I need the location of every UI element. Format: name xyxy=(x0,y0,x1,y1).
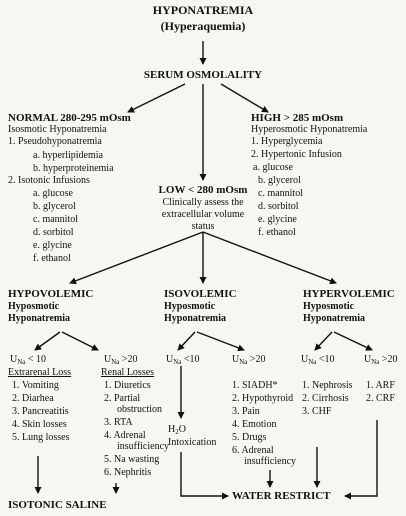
normal-item: b. hyperproteinemia xyxy=(33,163,114,174)
diagram-title: HYPONATREMIA xyxy=(152,3,254,17)
normal-item: c. mannitol xyxy=(33,214,78,225)
renal-item: 4. Adrenal xyxy=(104,430,146,441)
renal-heading: Renal Losses xyxy=(101,367,155,378)
normal-item: 2. Isotonic Infusions xyxy=(8,175,90,186)
hypovolemic-line: Hyponatremia xyxy=(8,313,71,324)
una-label-hypo-low: $U_{Na} < 10$ xyxy=(10,354,47,366)
low-line: status xyxy=(191,221,215,232)
high-item: c. mannitol xyxy=(258,188,303,199)
arrow-h2o-to-water xyxy=(181,452,228,496)
intoxication-label: Intoxication xyxy=(168,437,217,448)
normal-item: a. glucose xyxy=(33,188,73,199)
una-label-hypo-high: $U_{Na} >20$ xyxy=(104,354,138,366)
diagram-subtitle: (Hyperaquemia) xyxy=(160,19,246,33)
siadh-item: 4. Emotion xyxy=(232,419,277,430)
normal-item: d. sorbitol xyxy=(33,227,74,238)
normal-item: e. glycine xyxy=(33,240,72,251)
arrow-hyper-right xyxy=(334,332,372,350)
isovolemic-line: Hyponatremia xyxy=(164,313,227,324)
high-heading: HIGH > 285 mOsm xyxy=(251,112,344,124)
renal-item: 3. RTA xyxy=(104,417,133,428)
serum-osmolality-node: SERUM OSMOLALITY xyxy=(143,69,263,81)
una-label-iso-low: $U_{Na} <10$ xyxy=(166,354,200,366)
arrow-low-to-hypovolemic xyxy=(70,232,203,283)
water-restrict-node: WATER RESTRICT xyxy=(232,490,331,502)
siadh-item: 2. Hypothyroid xyxy=(232,393,294,404)
high-item: f. ethanol xyxy=(258,227,296,238)
high-item: 2. Hypertonic Infusion xyxy=(251,149,342,160)
nephrosis-item: 1. Nephrosis xyxy=(302,380,353,391)
nephrosis-item: 2. Cirrhosis xyxy=(302,393,349,404)
una-label-hyper-low: $U_{Na} <10$ xyxy=(301,354,335,366)
normal-heading: NORMAL 280-295 mOsm xyxy=(8,112,131,124)
una-label-hyper-high: $U_{Na} >20$ xyxy=(364,354,398,366)
arrow-hyper-left xyxy=(315,332,332,350)
arrow-iso-right xyxy=(197,332,244,350)
renal-item: 5. Na wasting xyxy=(104,454,160,465)
extrarenal-item: 2. Diarhea xyxy=(12,393,54,404)
hypovolemic-heading: HYPOVOLEMIC xyxy=(8,288,94,300)
arrow-hypo-right xyxy=(62,332,98,350)
arrow-serum-to-high xyxy=(221,84,268,112)
hypervolemic-heading: HYPERVOLEMIC xyxy=(303,288,395,300)
siadh-item: insufficiency xyxy=(244,456,297,467)
siadh-item: 3. Pain xyxy=(232,406,260,417)
extrarenal-item: 5. Lung losses xyxy=(12,432,70,443)
high-item: a. glucose xyxy=(253,162,293,173)
arrow-hypo-left xyxy=(35,332,60,350)
renal-item: insufficiency xyxy=(117,441,170,452)
normal-item: 1. Pseudohyponatremia xyxy=(8,136,102,147)
extrarenal-item: 1. Vomiting xyxy=(12,380,59,391)
hypervolemic-line: Hyponatremia xyxy=(303,313,366,324)
extrarenal-heading: Extrarenal Loss xyxy=(8,367,72,378)
normal-item: b. glycerol xyxy=(33,201,76,212)
hypovolemic-line: Hyposmotic xyxy=(8,301,60,312)
extrarenal-item: 3. Pancreatitis xyxy=(12,406,69,417)
isovolemic-line: Hyposmotic xyxy=(164,301,216,312)
renal-item: obstruction xyxy=(117,404,162,415)
isovolemic-heading: ISOVOLEMIC xyxy=(164,288,237,300)
extrarenal-item: 4. Skin losses xyxy=(12,419,67,430)
low-heading: LOW < 280 mOsm xyxy=(158,184,248,196)
low-line: extracellular volume xyxy=(161,209,245,220)
high-item: 1. Hyperglycemia xyxy=(251,136,323,147)
arf-item: 1. ARF xyxy=(366,380,395,391)
siadh-item: 5. Drugs xyxy=(232,432,267,443)
high-item: d. sorbitol xyxy=(258,201,299,212)
renal-item: 1. Diuretics xyxy=(104,380,151,391)
high-subheading: Hyperosmotic Hyponatremia xyxy=(251,124,368,135)
arrow-low-to-hypervolemic xyxy=(203,232,336,283)
nephrosis-item: 3. CHF xyxy=(302,406,332,417)
arrow-arf-to-water xyxy=(345,420,377,496)
una-label-iso-high: $U_{Na} >20$ xyxy=(232,354,266,366)
h2o-label: $H_2O$ xyxy=(168,424,186,436)
normal-item: a. hyperlipidemia xyxy=(33,150,103,161)
renal-item: 6. Nephritis xyxy=(104,467,152,478)
isotonic-saline-node: ISOTONIC SALINE xyxy=(8,499,107,511)
siadh-item: 1. SIADH* xyxy=(232,380,278,391)
arrow-serum-to-normal xyxy=(128,84,185,112)
low-line: Clinically assess the xyxy=(162,197,244,208)
high-item: b. glycerol xyxy=(258,175,301,186)
arf-item: 2. CRF xyxy=(366,393,395,404)
arrow-iso-left xyxy=(178,332,195,350)
high-item: e. glycine xyxy=(258,214,297,225)
siadh-item: 6. Adrenal xyxy=(232,445,274,456)
renal-item: 2. Partial xyxy=(104,393,141,404)
hypervolemic-line: Hyposmotic xyxy=(303,301,355,312)
normal-subheading: Isosmotic Hyponatremia xyxy=(8,124,107,135)
normal-item: f. ethanol xyxy=(33,253,71,264)
